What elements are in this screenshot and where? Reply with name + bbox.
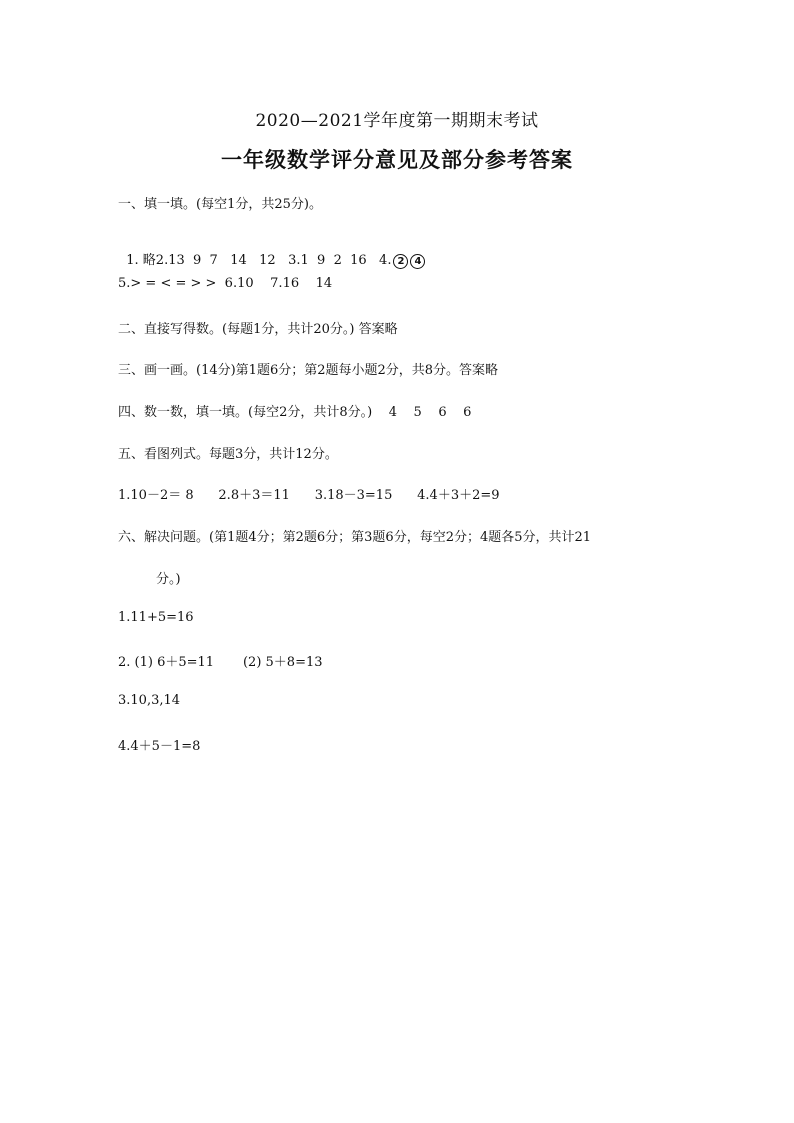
document-title: 一年级数学评分意见及部分参考答案 [221, 148, 573, 172]
section-6-heading-continued: 分。) [156, 572, 181, 587]
exam-title: 2020—2021学年度第一期期末考试 [255, 111, 539, 131]
section-5-heading: 五、看图列式。每题3分，共计12分。 [118, 447, 338, 462]
section-4-heading: 四、数一数，填一填。(每空2分，共计8分。) 4 5 6 6 [118, 405, 472, 420]
circled-number: 2 [393, 254, 408, 269]
circled-number: 4 [410, 254, 425, 269]
section-2-heading: 二、直接写得数。(每题1分，共计20分。) 答案略 [118, 322, 398, 337]
section-6-answer-4: 4.4＋5－1=8 [118, 739, 201, 754]
section-1-heading: 一、填一填。(每空1分，共25分)。 [118, 197, 322, 212]
section-6-answer-1: 1.11+5=16 [118, 610, 194, 625]
section-6-answer-3: 3.10,3,14 [118, 693, 181, 708]
section-1-answers-line-1 [118, 234, 425, 269]
section-3-heading: 三、画一画。(14分)第1题6分；第2题每小题2分，共8分。答案略 [118, 363, 499, 378]
section-1-answers-text: 1. 略2.13 9 7 14 12 3.1 9 2 16 4. [126, 253, 392, 268]
section-6-heading: 六、解决问题。(第1题4分；第2题6分；第3题6分，每空2分；4题各5分，共计21 [118, 530, 592, 545]
section-1-answers-line-2: 5.> = < = > > 6.10 7.16 14 [118, 276, 333, 291]
section-6-answer-2: 2. (1) 6＋5=11 (2) 5＋8=13 [118, 655, 323, 670]
section-5-answers: 1.10－2＝ 8 2.8＋3＝11 3.18－3=15 4.4＋3＋2=9 [118, 488, 500, 503]
